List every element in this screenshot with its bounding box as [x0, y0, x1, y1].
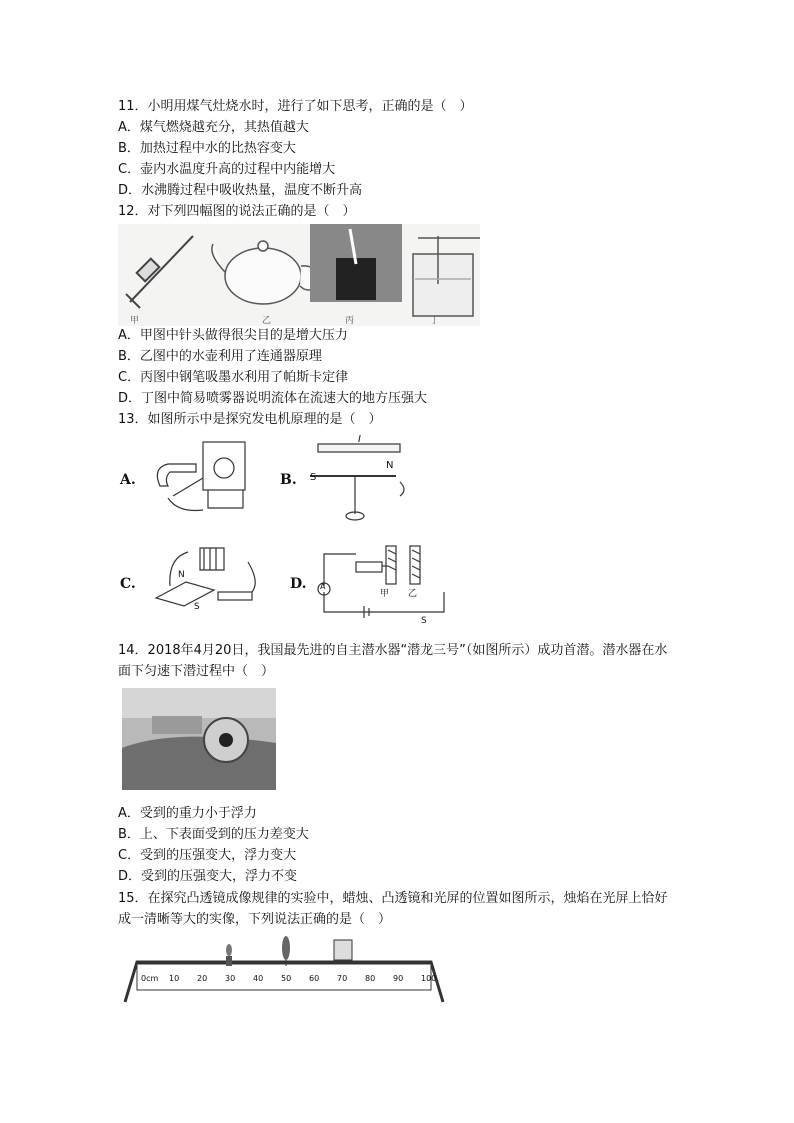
ruler-tick-label: 60 — [309, 974, 320, 983]
ruler-tick-label: 30 — [225, 974, 236, 983]
q12-option-a: A．甲图中针头做得很尖目的是增大压力 — [118, 328, 348, 343]
q14-option-c: C．受到的压强变大，浮力变大 — [118, 848, 297, 863]
ruler-tick-label: 10 — [169, 974, 180, 983]
ruler-tick-label: 50 — [281, 974, 292, 983]
q12-stem: 12．对下列四幅图的说法正确的是（ ） — [118, 204, 356, 219]
q13-b-s-label: S — [310, 472, 317, 483]
q12-figure — [118, 224, 480, 326]
q12-option-d: D．丁图中简易喷雾器说明流体在流速大的地方压强大 — [118, 391, 428, 406]
teapot-picture — [212, 241, 318, 304]
ruler-tick-label: 80 — [365, 974, 376, 983]
q12-option-c: C．丙图中钢笔吸墨水利用了帕斯卡定律 — [118, 370, 349, 385]
q13-c-s-label: S — [194, 602, 200, 612]
q13-label-c: C. — [120, 576, 136, 592]
ruler-tick-label: 90 — [393, 974, 404, 983]
q11-option-d: D．水沸腾过程中吸收热量，温度不断升高 — [118, 183, 363, 198]
sprayer-picture — [413, 236, 480, 316]
q13-c-n-label: N — [178, 570, 185, 580]
q15-optical-bench — [123, 936, 445, 1006]
q13-stem: 13．如图所示中是探究发电机原理的是（ ） — [118, 412, 382, 427]
ruler-tick-label: 20 — [197, 974, 208, 983]
q13-b-n-label: N — [386, 460, 394, 471]
q13-d-s-label: S — [421, 616, 427, 626]
q12-figure-drawing — [118, 224, 480, 326]
q13-figure-d — [316, 542, 446, 626]
q13-figure-a — [148, 438, 278, 520]
q12-caption-ding: 丁 — [430, 316, 440, 326]
q13-b-current-label: I — [358, 434, 361, 445]
candle-picture — [226, 944, 232, 966]
pen-ink-picture — [310, 224, 402, 302]
ruler-scale — [141, 974, 437, 990]
q13-figure-c — [148, 538, 263, 618]
q13-figure-b — [300, 434, 415, 524]
ruler-tick-label: 40 — [253, 974, 264, 983]
q11-option-b: B．加热过程中水的比热容变大 — [118, 141, 296, 156]
q12-caption-bing: 丙 — [345, 316, 355, 326]
q13-d-jia-label: 甲 — [380, 589, 390, 599]
ruler-tick-label: 100 — [421, 974, 437, 983]
q14-stem: 14．2018年4月20日，我国最先进的自主潜水器“潜龙三号”（如图所示）成功首潜。潜水器在水面下匀速下潜过程中（ ） — [118, 643, 668, 679]
q14-option-d: D．受到的压强变大，浮力不变 — [118, 869, 298, 884]
q13-d-yi-label: 乙 — [408, 589, 418, 599]
q14-submersible-photo — [122, 688, 276, 790]
q11-option-c: C．壶内水温度升高的过程中内能增大 — [118, 162, 336, 177]
q14-option-a: A．受到的重力小于浮力 — [118, 806, 257, 821]
ruler-tick-label: 70 — [337, 974, 348, 983]
q11-option-a: A．煤气燃烧越充分，其热值越大 — [118, 120, 309, 135]
q13-d-ammeter-label: A — [320, 582, 326, 591]
syringe-picture — [126, 236, 193, 308]
q12-caption-jia: 甲 — [130, 316, 140, 326]
q13-label-b: B. — [280, 472, 297, 488]
q13-label-a: A. — [120, 472, 136, 488]
screen-picture — [334, 940, 352, 960]
q13-label-d: D. — [290, 576, 307, 592]
q12-option-b: B．乙图中的水壶利用了连通器原理 — [118, 349, 322, 364]
q14-option-b: B．上、下表面受到的压力差变大 — [118, 827, 309, 842]
ruler-tick-label: 0cm — [141, 974, 159, 983]
q12-caption-yi: 乙 — [262, 316, 272, 326]
q11-stem: 11．小明用煤气灶烧水时，进行了如下思考，正确的是（ ） — [118, 99, 473, 114]
q15-stem: 15．在探究凸透镜成像规律的实验中，蜡烛、凸透镜和光屏的位置如图所示，烛焰在光屏上恰好成一清晰等大的实像，下列说法正确的是（ ） — [118, 891, 668, 927]
